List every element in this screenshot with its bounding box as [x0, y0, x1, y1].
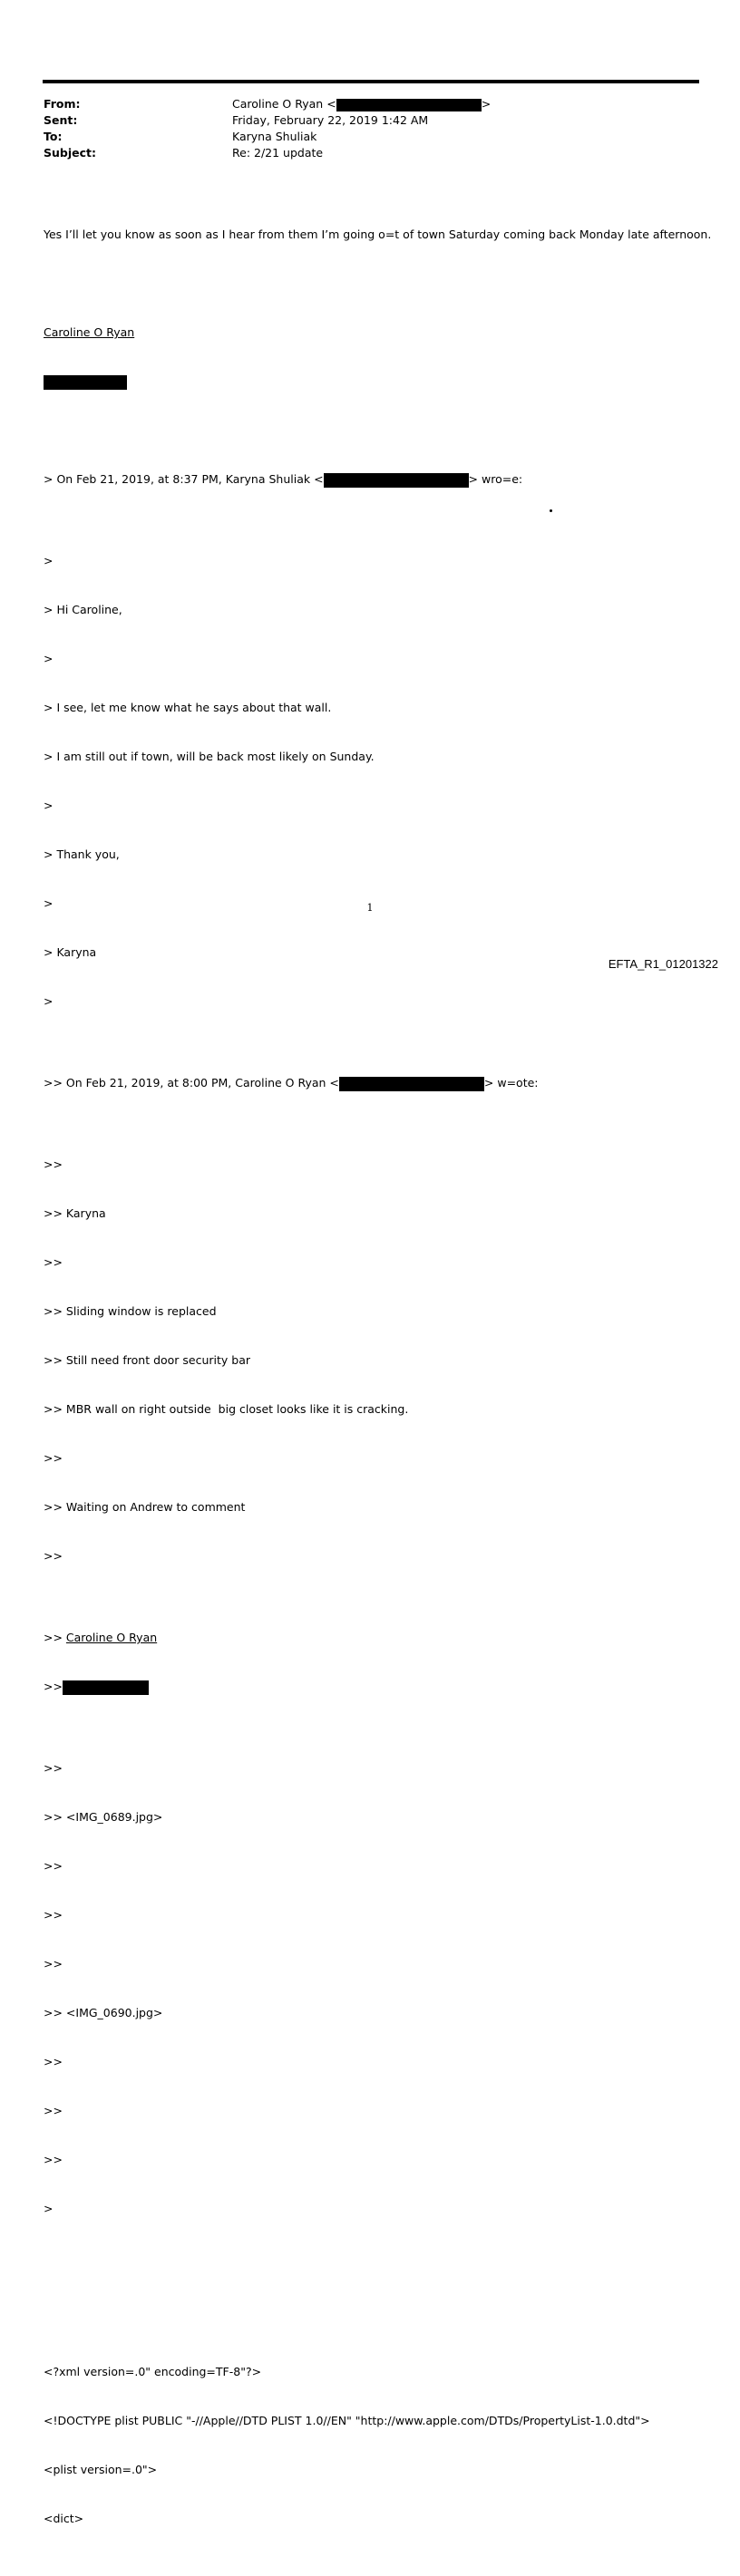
page-number: 1	[366, 902, 374, 914]
sent-value: Friday, February 22, 2019 1:42 AM	[232, 113, 429, 127]
redaction-block	[44, 375, 127, 390]
quote-1-lines: > > Hi Caroline, > > I see, let me know what he says about that wall. > I am still out if town, will be back most likely on Sunday. > > Thank you, > > Karyna >	[44, 554, 375, 1008]
bates-number: EFTA_R1_01201322	[608, 957, 718, 971]
subject-label: Subject:	[44, 146, 96, 160]
subject-value: Re: 2/21 update	[232, 146, 324, 160]
quote-1-header: > On Feb 21, 2019, at 8:37 PM, Karyna Shuliak < > wro=e:	[44, 472, 523, 486]
signature-name: Caroline O Ryan	[44, 325, 135, 339]
quote-2-signature: >> Caroline O Ryan	[44, 1631, 158, 1644]
header-rule	[43, 80, 699, 83]
email-body: Yes I’ll let you know as soon as I hear from them I’m going o=t of town Saturday coming back Monday late afternoon. Caroline O Ryan > On Feb 21, 2019, at 8:37 PM, Karyna Shuliak < > wro=e: > > Hi Caroline, > > I see, let me know what he says about that wall. > I am still out if town, will be back most likely on Sunday. > > Thank you, > > Karyna > >> On Feb 21, 2019, at 8:00 PM, Caroline O Ryan < > w=ote: >> >> Karyna >> >> Sliding window is replaced >> Still need front door security bar >> MBR wall on right outside big closet looks like it is cracking. >> >> Waiting on Andrew to comment >> >> Caroline O Ryan >> >> >> <IMG_0689.jpg> >> >> >> >> <IMG_0690.jpg> >> >> >> > <?xml version=.0" encoding=TF-8"?> <!DOCTYPE plist PUBLIC "-//Apple//DTD PLIST 1.0//EN" "http://www.apple.com/DTDs/PropertyList-1.0.dtd"> <plist version=.0"> <dict>	[44, 194, 715, 2576]
to-label: To:	[44, 130, 63, 143]
to-value: Karyna Shuliak	[232, 130, 317, 143]
redaction-block	[336, 99, 482, 111]
redaction-block	[324, 473, 469, 488]
xml-trailer: <?xml version=.0" encoding=TF-8"?> <!DOCTYPE plist PUBLIC "-//Apple//DTD PLIST 1.0//EN" "http://www.apple.com/DTDs/PropertyList-1.0.dtd"> <plist version=.0"> <dict>	[44, 2365, 650, 2525]
redaction-block	[339, 1077, 484, 1091]
from-value	[232, 96, 491, 112]
stray-dot	[550, 509, 552, 512]
quote-2-attachments: >> >> <IMG_0689.jpg> >> >> >> >> <IMG_0690.jpg> >> >> >> >	[44, 1761, 163, 2215]
reply-text: Yes I’ll let you know as soon as I hear from them I’m going o=t of town Saturday coming back Monday late afternoon.	[44, 228, 712, 241]
quote-2-lines: >> >> Karyna >> >> Sliding window is replaced >> Still need front door security bar >> MBR wall on right outside big closet looks like it is cracking. >> >> Waiting on Andrew to comment >>	[44, 1157, 409, 1563]
from-name: Caroline O Ryan <	[232, 97, 336, 111]
from-label: From:	[44, 97, 81, 111]
redaction-block	[63, 1680, 149, 1695]
sent-label: Sent:	[44, 113, 78, 127]
quote-2-header: >> On Feb 21, 2019, at 8:00 PM, Caroline O Ryan < > w=ote:	[44, 1076, 539, 1089]
from-tail: >	[481, 97, 492, 111]
